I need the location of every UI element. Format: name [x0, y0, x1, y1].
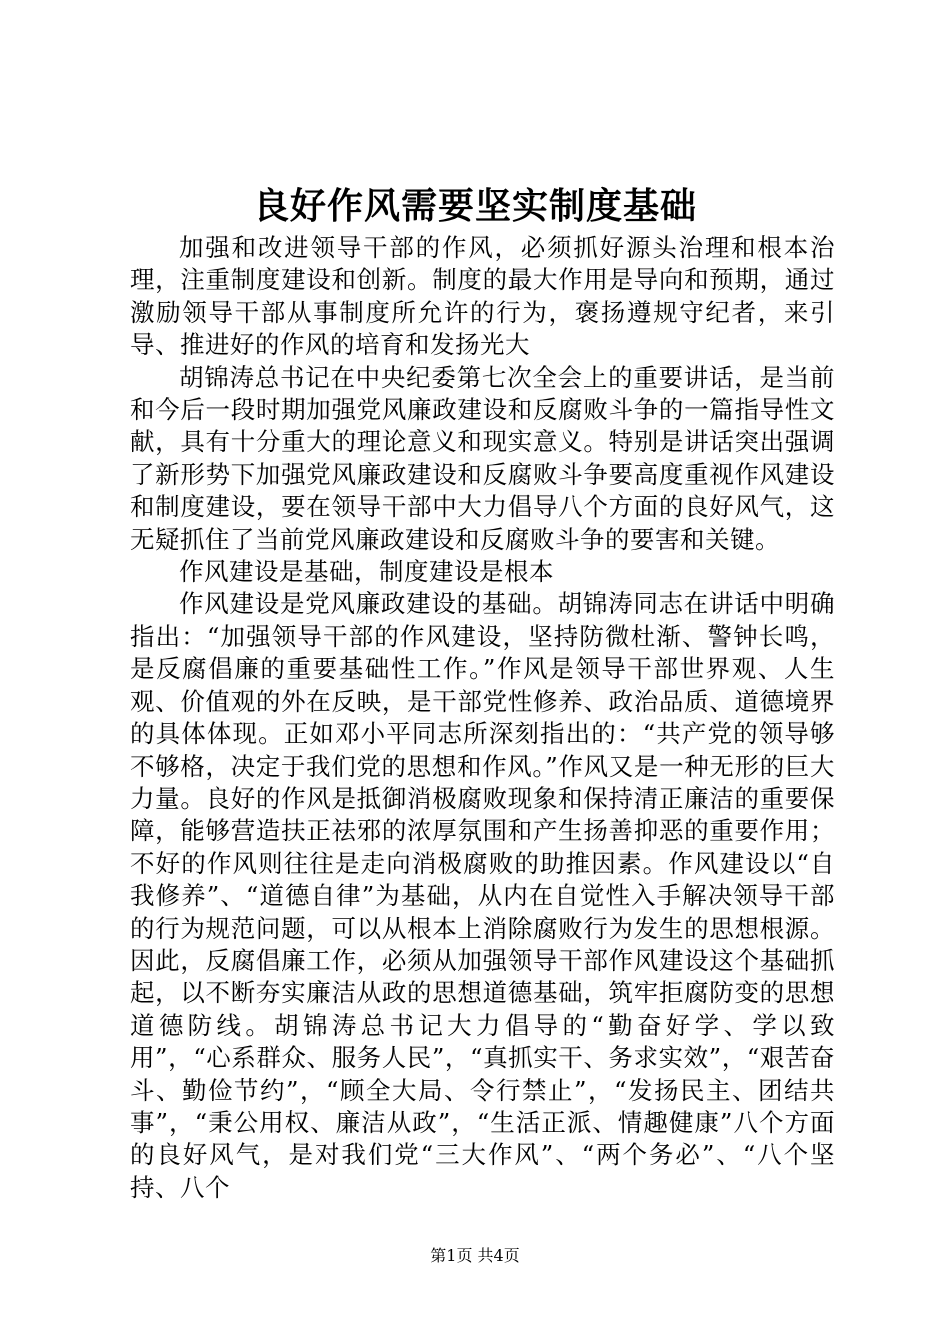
- document-body: [130, 232, 835, 1204]
- paragraph-1: 加强和改进领导干部的作风，必须抓好源头治理和根本治理，注重制度建设和创新。制度的最大作用是导向和预期，通过激励领导干部从事制度所允许的行为，褒扬遵规守纪者，来引导、推进好的作风的培育和发扬光大: [130, 233, 835, 360]
- section-heading: 作风建设是基础，制度建设是根本: [179, 557, 554, 587]
- paragraph-2: 胡锦涛总书记在中央纪委第七次全会上的重要讲话，是当前和今后一段时期加强党风廉政建设和反腐败斗争的一篇指导性文献，具有十分重大的理论意义和现实意义。特别是讲话突出强调了新形势下加强党风廉政建设和反腐败斗争要高度重视作风建设和制度建设，要在领导干部中大力倡导八个方面的良好风气，这无疑抓住了当前党风廉政建设和反腐败斗争的要害和关键。: [130, 362, 835, 554]
- paragraph-3: 作风建设是党风廉政建设的基础。胡锦涛同志在讲话中明确指出：“加强领导干部的作风建设，坚持防微杜渐、警钟长鸣，是反腐倡廉的重要基础性工作。”作风是领导干部世界观、人生观、价值观的外在反映，是干部党性修养、政治品质、道德境界的具体体现。正如邓小平同志所深刻指出的：“共产党的领导够不够格，决定于我们党的思想和作风。”作风又是一种无形的巨大力量。良好的作风是抵御消极腐败现象和保持清正廉洁的重要保障，能够营造扶正祛邪的浓厚氛围和产生扬善抑恶的重要作用；不好的作风则往往是走向消极腐败的助推因素。作风建设以“自我修养”、“道德自律”为基础，从内在自觉性入手解决领导干部的行为规范问题，可以从根本上消除腐败行为发生的思想根源。因此，反腐倡廉工作，必须从加强领导干部作风建设这个基础抓起，以不断夯实廉洁从政的思想道德基础，筑牢拒腐防变的思想道德防线。胡锦涛总书记大力倡导的“勤奋好学、学以致用”，“心系群众、服务人民”，“真抓实干、务求实效”，“艰苦奋斗、勤俭节约”，“顾全大局、令行禁止”，“发扬民主、团结共事”，“秉公用权、廉洁从政”，“生活正派、情趣健康”八个方面的良好风气，是对我们党“三大作风”、“两个务必”、“八个坚持、八个: [130, 589, 835, 1202]
- page-footer: 第1页 共4页: [430, 1246, 520, 1265]
- document-title: 良好作风需要坚实制度基础: [252, 185, 697, 227]
